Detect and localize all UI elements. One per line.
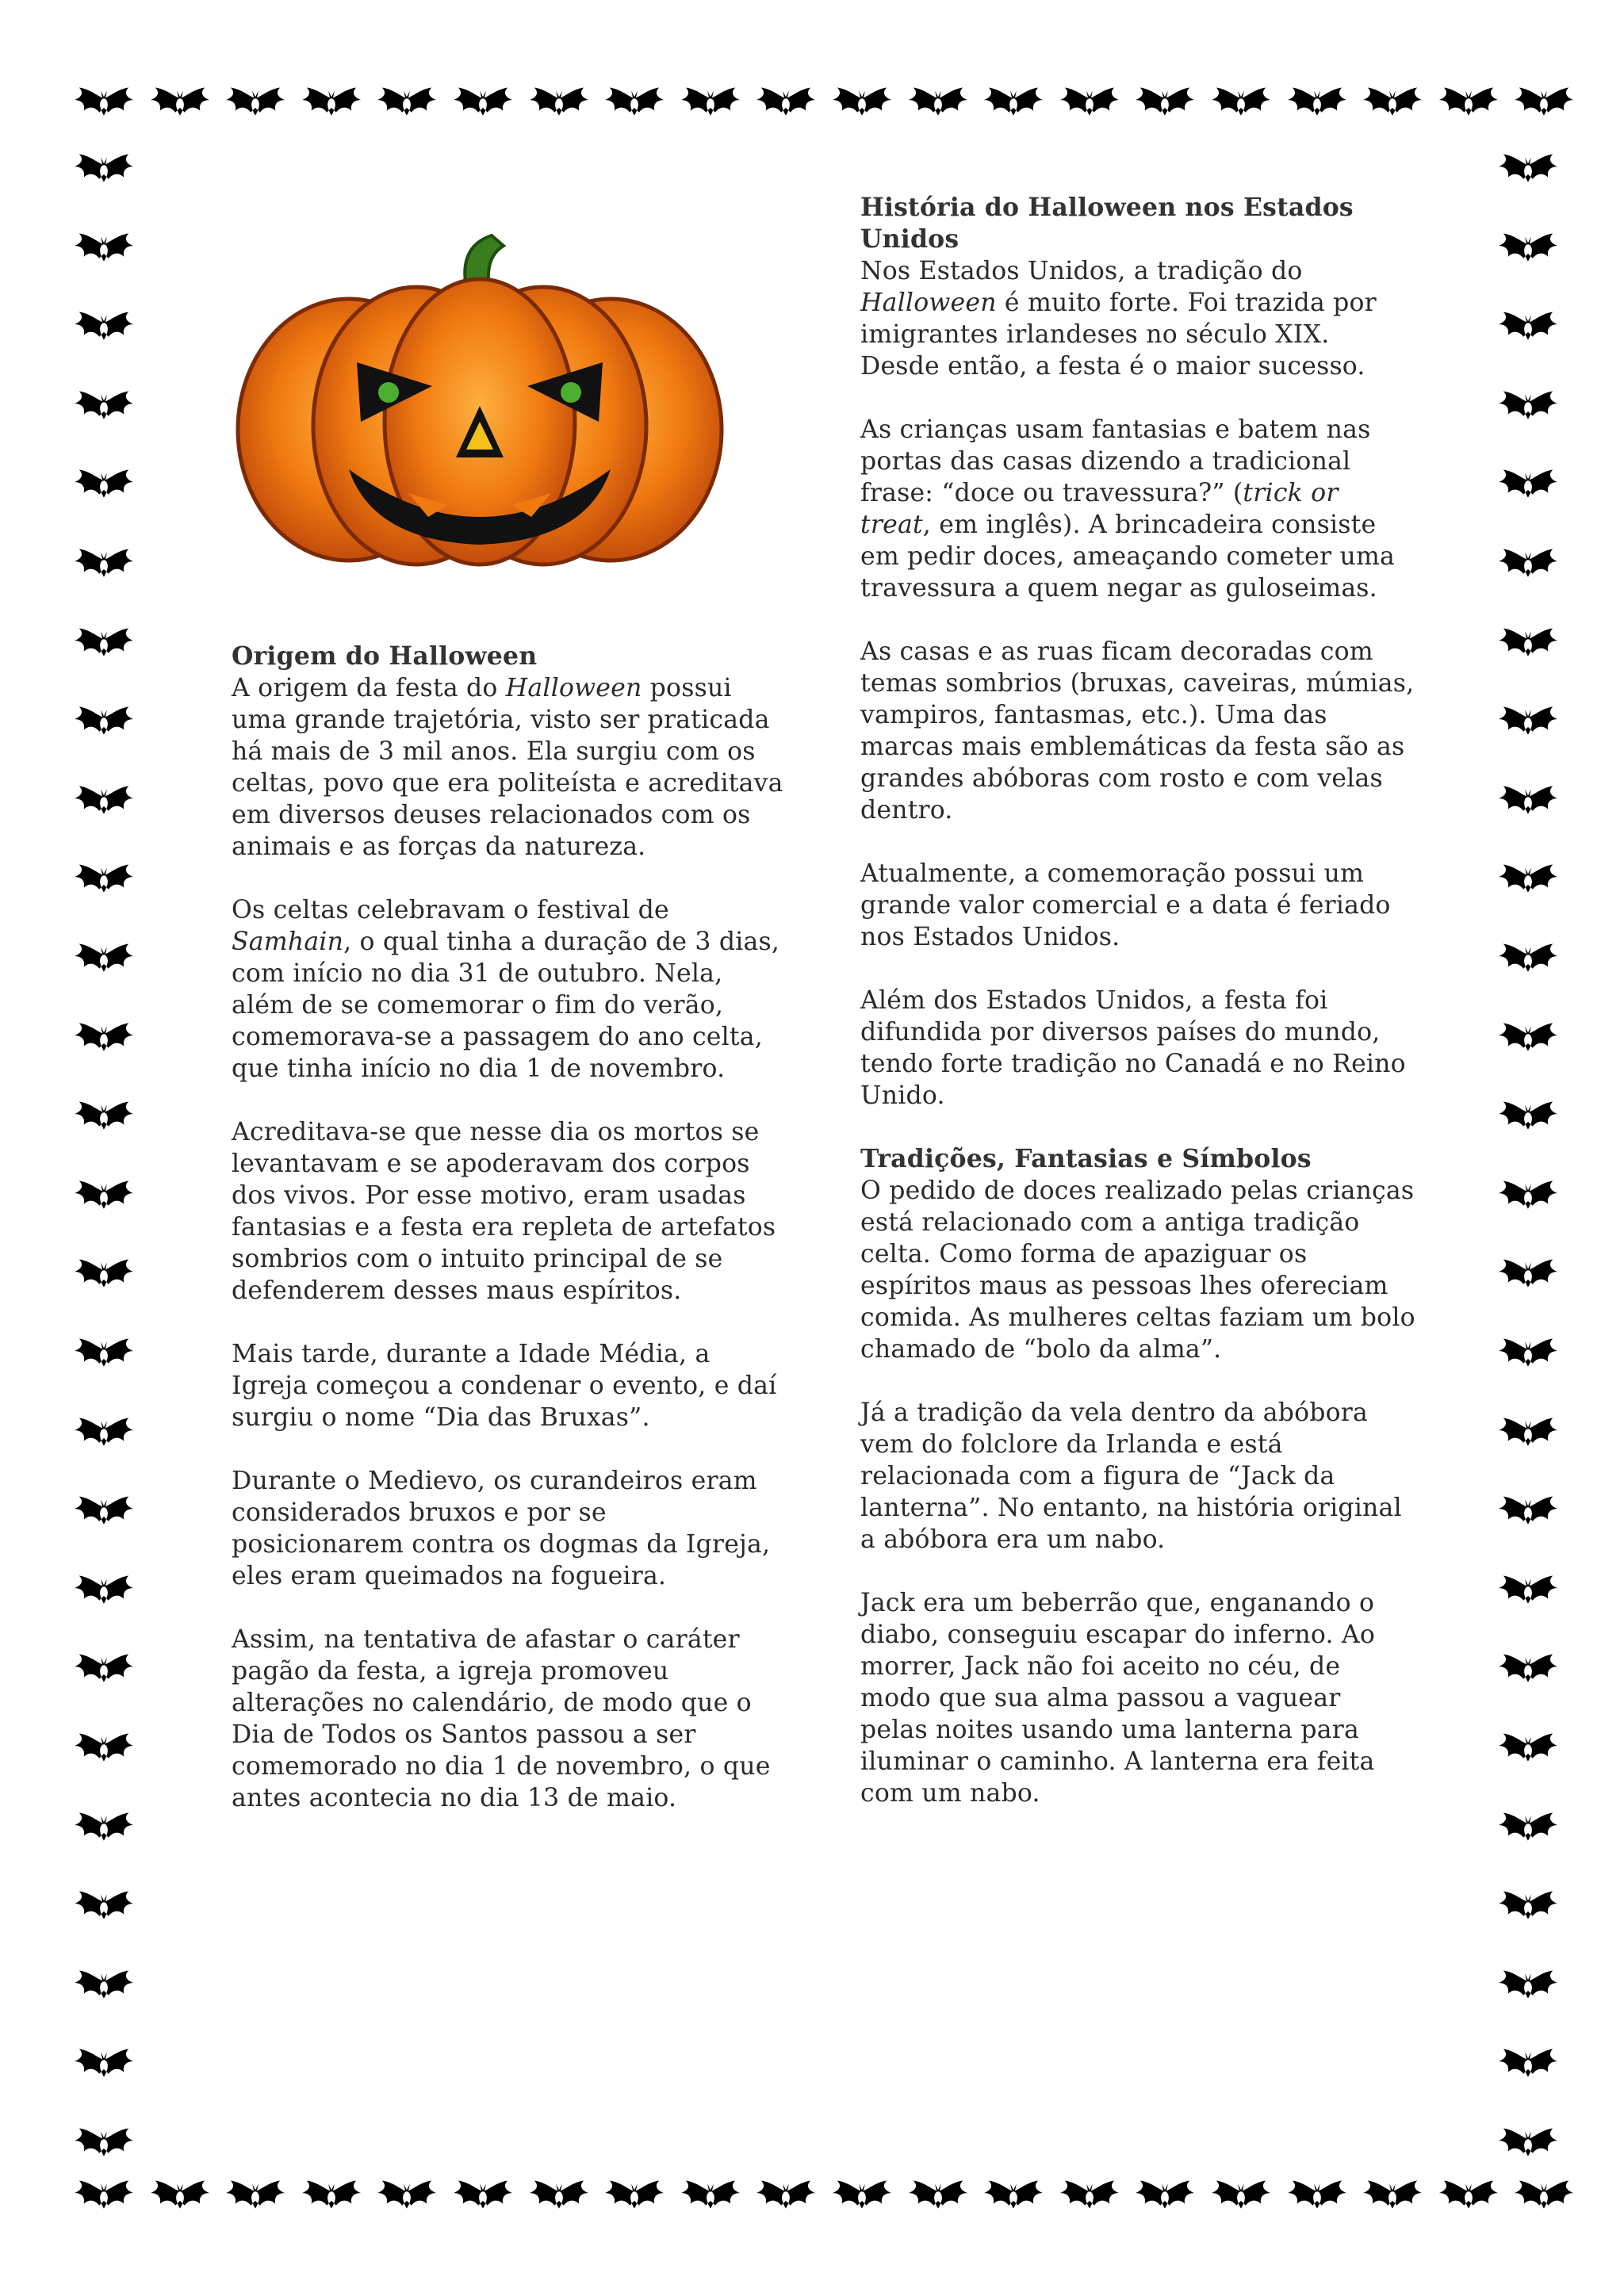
bat-icon	[1497, 784, 1559, 822]
bat-icon	[73, 2047, 135, 2085]
bat-icon	[1497, 863, 1559, 901]
bat-icon	[1497, 1732, 1559, 1770]
paragraph: Atualmente, a comemoração possui um grande valor comercial e a data é feriado nos Estados Unidos.	[860, 859, 1391, 951]
paragraph: Além dos Estados Unidos, a festa foi difundida por diversos países do mundo, tendo forte tradição no Canadá e no Reino Unido.	[860, 986, 1406, 1110]
jack-o-lantern-icon	[230, 232, 730, 572]
bat-icon	[73, 86, 135, 124]
bat-icon	[1497, 2126, 1559, 2164]
bat-icon	[73, 942, 135, 980]
bat-icon	[680, 86, 741, 124]
bat-icon	[1497, 152, 1559, 190]
bat-icon	[831, 2179, 893, 2217]
bat-icon	[1286, 2179, 1348, 2217]
paragraph: Acreditava-se que nesse dia os mortos se levantavam e se apoderavam dos corpos dos vivos. Por esse motivo, eram usadas fantasias e a festa era repleta de artefatos sombrios com o intuito principal de se defenderem desses maus espíritos.	[232, 1118, 776, 1305]
bat-icon	[376, 86, 438, 124]
bat-icon	[1497, 1100, 1559, 1138]
left-column	[232, 641, 787, 1846]
bat-icon	[755, 86, 817, 124]
bat-icon	[982, 2179, 1044, 2217]
bat-icon	[1497, 389, 1559, 427]
bat-icon	[73, 1574, 135, 1612]
paragraph: Jack era um beberrão que, enganando o diabo, conseguiu escapar do inferno. Ao morrer, Jack não foi aceito no céu, de modo que sua alma passou a vaguear pelas noites usando uma lanterna para iluminar o caminho. A lanterna era feita com um nabo.	[860, 1589, 1376, 1808]
bat-icon	[1513, 2179, 1575, 2217]
bat-icon	[907, 2179, 969, 2217]
bat-icon	[1438, 2179, 1500, 2217]
bat-icon	[73, 1257, 135, 1295]
section-title-origem: Origem do Halloween	[232, 641, 538, 671]
bat-icon	[1362, 86, 1423, 124]
bat-icon	[1059, 2179, 1120, 2217]
paragraph: Os celtas celebravam o festival de Samhain, o qual tinha a duração de 3 dias, com início no dia 31 de outubro. Nela, além de se comemorar o fim do verão, comemorava-se a passagem do ano celta, que tinha início no dia 1 de novembro.	[232, 896, 780, 1083]
section-title-historia: História do Halloween nos Estados Unidos	[860, 193, 1354, 254]
bat-icon	[1059, 86, 1120, 124]
bat-icon	[224, 2179, 286, 2217]
bat-icon	[73, 1416, 135, 1454]
bat-icon	[1497, 1652, 1559, 1690]
bat-icon	[1134, 86, 1196, 124]
paragraph: Nos Estados Unidos, a tradição do Halloween é muito forte. Foi trazida por imigrantes irlandeses no século XIX. Desde então, a festa é o maior sucesso.	[860, 257, 1377, 381]
paragraph: Durante o Medievo, os curandeiros eram considerados bruxos e por se posicionarem contra os dogmas da Igreja, eles eram queimados na fogueira.	[232, 1467, 771, 1590]
bat-icon	[1497, 1416, 1559, 1454]
paragraph: As crianças usam fantasias e batem nas portas das casas dizendo a tradicional frase: “doce ou travessura?” (trick or treat, em inglês). A brincadeira consiste em pedir doces, ameaçando cometer uma travessura a quem negar as guloseimas.	[860, 415, 1395, 603]
bat-icon	[1362, 2179, 1423, 2217]
bat-icon	[1497, 547, 1559, 585]
bat-icon	[73, 547, 135, 585]
bat-icon	[1513, 86, 1575, 124]
bat-icon	[1497, 1574, 1559, 1612]
bat-icon	[1497, 942, 1559, 980]
bat-icon	[73, 1337, 135, 1375]
bat-icon	[224, 86, 286, 124]
bat-icon	[1497, 310, 1559, 348]
bat-icon	[680, 2179, 741, 2217]
bat-icon	[1210, 2179, 1272, 2217]
bat-icon	[73, 468, 135, 506]
bat-icon	[73, 1969, 135, 2007]
bat-icon	[1210, 86, 1272, 124]
bat-icon	[73, 784, 135, 822]
bat-icon	[452, 2179, 514, 2217]
bat-icon	[73, 1494, 135, 1533]
bat-icon	[1438, 86, 1500, 124]
paragraph: Assim, na tentativa de afastar o caráter pagão da festa, a igreja promoveu alterações no calendário, de modo que o Dia de Todos os Santos passou a ser comemorado no dia 1 de novembro, o que antes acontecia no dia 13 de maio.	[232, 1625, 771, 1812]
bat-icon	[1134, 2179, 1196, 2217]
paragraph: A origem da festa do Halloween possui uma grande trajetória, visto ser praticada há mais de 3 mil anos. Ela surgiu com os celtas, povo que era politeísta e acreditava em diversos deuses relacionados com os animais e as forças da natureza.	[232, 674, 783, 861]
bat-icon	[528, 2179, 590, 2217]
bat-icon	[301, 2179, 362, 2217]
bat-icon	[603, 86, 665, 124]
bat-icon	[1497, 1494, 1559, 1533]
bat-icon	[1497, 232, 1559, 270]
right-column	[860, 192, 1415, 1841]
bat-icon	[603, 2179, 665, 2217]
bat-icon	[1497, 1021, 1559, 1059]
bat-icon	[1497, 705, 1559, 743]
bat-icon	[73, 232, 135, 270]
bat-icon	[73, 310, 135, 348]
bat-icon	[1497, 1811, 1559, 1849]
bat-icon	[528, 86, 590, 124]
bat-icon	[1497, 1889, 1559, 1927]
bat-icon	[452, 86, 514, 124]
bat-icon	[1497, 1179, 1559, 1217]
bat-icon	[149, 86, 211, 124]
bat-icon	[149, 2179, 211, 2217]
bat-icon	[1497, 1969, 1559, 2007]
bat-icon	[73, 1021, 135, 1059]
bat-icon	[73, 389, 135, 427]
bat-icon	[73, 1811, 135, 1849]
bat-icon	[73, 1100, 135, 1138]
bat-icon	[73, 1652, 135, 1690]
bat-icon	[982, 86, 1044, 124]
bat-icon	[1497, 626, 1559, 664]
bat-icon	[1497, 468, 1559, 506]
bat-icon	[73, 152, 135, 190]
bat-icon	[1497, 1337, 1559, 1375]
bat-icon	[1497, 2047, 1559, 2085]
bat-icon	[1497, 1257, 1559, 1295]
bat-icon	[73, 2179, 135, 2217]
bat-icon	[73, 2126, 135, 2164]
bat-icon	[73, 863, 135, 901]
paragraph: O pedido de doces realizado pelas crianças está relacionado com a antiga tradição celta. Como forma de apaziguar os espíritos maus as pessoas lhes ofereciam comida. As mulheres celtas faziam um bolo chamado de “bolo da alma”.	[860, 1177, 1415, 1364]
bat-icon	[1286, 86, 1348, 124]
bat-icon	[73, 705, 135, 743]
bat-icon	[376, 2179, 438, 2217]
paragraph: Mais tarde, durante a Idade Média, a Igreja começou a condenar o evento, e daí surgiu o nome “Dia das Bruxas”.	[232, 1340, 777, 1432]
bat-icon	[73, 1732, 135, 1770]
bat-icon	[73, 1889, 135, 1927]
bat-icon	[301, 86, 362, 124]
bat-icon	[831, 86, 893, 124]
bat-icon	[73, 626, 135, 664]
bat-icon	[907, 86, 969, 124]
bat-icon	[755, 2179, 817, 2217]
paragraph: Já a tradição da vela dentro da abóbora vem do folclore da Irlanda e está relacionada com a figura de “Jack da lanterna”. No entanto, na história original a abóbora era um nabo.	[860, 1399, 1402, 1554]
section-title-tradicoes: Tradições, Fantasias e Símbolos	[860, 1144, 1312, 1173]
paragraph: As casas e as ruas ficam decoradas com temas sombrios (bruxas, caveiras, múmias, vampiros, fantasmas, etc.). Uma das marcas mais emblemáticas da festa são as grandes abóboras com rosto e com velas dentro.	[860, 637, 1415, 825]
bat-icon	[73, 1179, 135, 1217]
